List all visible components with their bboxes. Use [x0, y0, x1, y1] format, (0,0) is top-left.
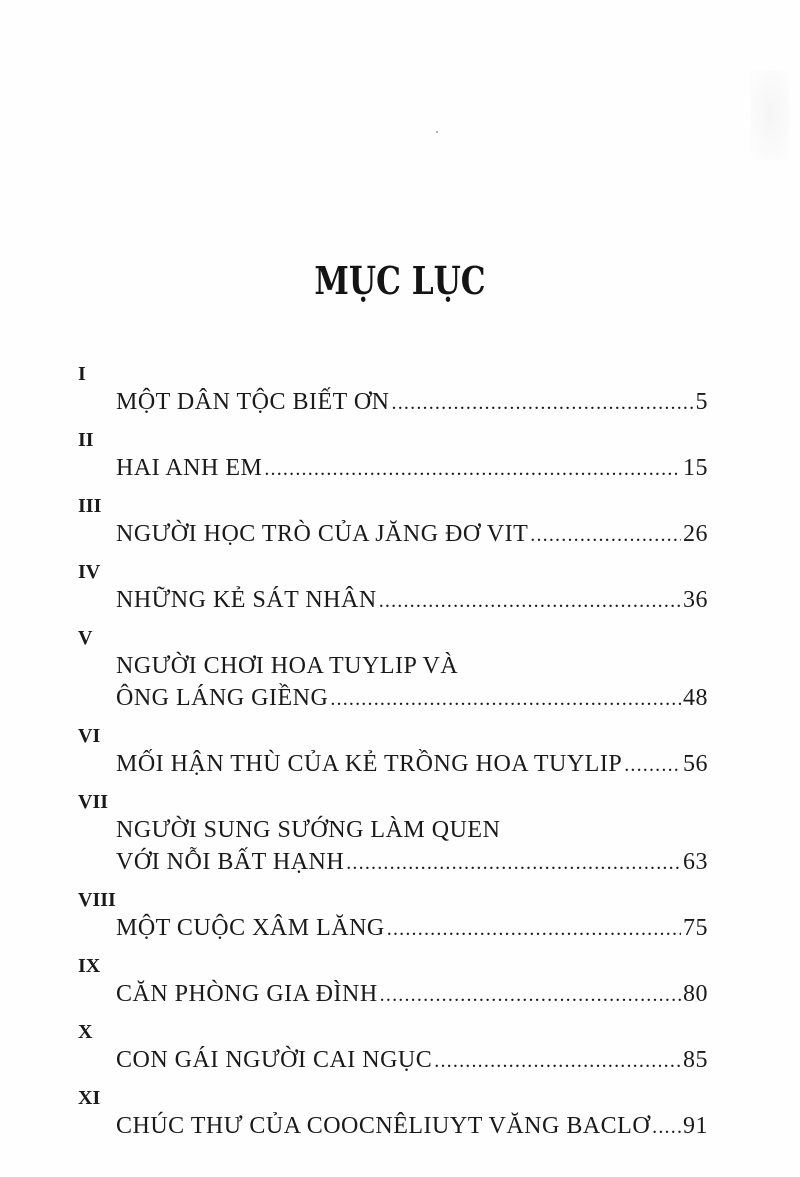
toc-entry[interactable] [78, 724, 708, 780]
chapter-title-line [116, 452, 708, 484]
chapter-title: MỐI HẬN THÙ CỦA KẺ TRỒNG HOA TUYLIP [116, 751, 623, 777]
toc-entry[interactable] [78, 626, 708, 714]
chapter-numeral: IX [78, 955, 101, 977]
page-number: 56 [683, 751, 708, 777]
chapter-numeral: XI [78, 1087, 101, 1109]
toc-entry[interactable] [78, 954, 708, 1010]
bleed-through-mark [750, 70, 790, 160]
dot-leader [379, 585, 681, 617]
dot-leader [330, 683, 681, 715]
chapter-numeral: III [78, 495, 102, 517]
chapter-title-line [116, 1044, 708, 1076]
dot-leader [346, 847, 681, 879]
page-number: 48 [683, 685, 708, 711]
chapter-title-line [116, 846, 708, 878]
chapter-numeral: VIII [78, 889, 116, 911]
chapter-title-continued: ÔNG LÁNG GIỀNG [116, 685, 329, 711]
page-title: MỤC LỤC [314, 258, 486, 303]
page-number: 91 [683, 1113, 708, 1139]
page-number: 15 [683, 455, 708, 481]
chapter-title-continued: VỚI NỖI BẤT HẠNH [116, 849, 345, 875]
chapter-numeral: VI [78, 725, 101, 747]
toc-entry[interactable] [78, 560, 708, 616]
chapter-title: CON GÁI NGƯỜI CAI NGỤC [116, 1047, 433, 1073]
chapter-numeral: V [78, 627, 93, 649]
chapter-title: MỘT DÂN TỘC BIẾT ƠN [116, 389, 390, 415]
chapter-title-line [116, 1110, 708, 1142]
chapter-title: NGƯỜI HỌC TRÒ CỦA JĂNG ĐƠ VIT [116, 521, 529, 547]
dot-leader [652, 1111, 681, 1143]
chapter-title: CĂN PHÒNG GIA ĐÌNH [116, 981, 378, 1007]
table-of-contents [78, 362, 708, 1142]
chapter-numeral: II [78, 429, 94, 451]
dot-leader [392, 387, 694, 419]
toc-entry[interactable] [78, 494, 708, 550]
chapter-title: CHÚC THƯ CỦA COOCNÊLIUYT VĂNG BACLƠ [116, 1113, 651, 1139]
chapter-title: NGƯỜI CHƠI HOA TUYLIP VÀ [116, 653, 459, 679]
toc-entry[interactable] [78, 362, 708, 418]
chapter-title: NGƯỜI SUNG SƯỚNG LÀM QUEN [116, 817, 501, 843]
dot-leader [264, 453, 681, 485]
toc-entry[interactable] [78, 1086, 708, 1142]
chapter-title: HAI ANH EM [116, 455, 263, 481]
page-number: 63 [683, 849, 708, 875]
page-number: 5 [695, 389, 708, 415]
chapter-title-line [116, 650, 708, 682]
toc-entry[interactable] [78, 888, 708, 944]
chapter-title-line [116, 386, 708, 418]
chapter-numeral: X [78, 1021, 93, 1043]
chapter-numeral: VII [78, 791, 109, 813]
chapter-numeral: IV [78, 561, 101, 583]
dot-leader [387, 913, 681, 945]
dot-leader [624, 749, 681, 781]
toc-entry[interactable] [78, 428, 708, 484]
page-number: 85 [683, 1047, 708, 1073]
chapter-title: MỘT CUỘC XÂM LĂNG [116, 915, 385, 941]
chapter-title-line [116, 748, 708, 780]
toc-entry[interactable] [78, 1020, 708, 1076]
dot-leader [380, 979, 681, 1011]
page-number: 80 [683, 981, 708, 1007]
chapter-title-line [116, 912, 708, 944]
ink-speck [436, 131, 438, 133]
page-number: 26 [683, 521, 708, 547]
dot-leader [434, 1045, 681, 1077]
chapter-title-line [116, 584, 708, 616]
chapter-title-line [116, 978, 708, 1010]
chapter-title-line [116, 518, 708, 550]
chapter-title-line [116, 814, 708, 846]
page-number: 75 [683, 915, 708, 941]
chapter-numeral: I [78, 363, 86, 385]
chapter-title: NHỮNG KẺ SÁT NHÂN [116, 587, 377, 613]
dot-leader [530, 519, 681, 551]
toc-entry[interactable] [78, 790, 708, 878]
chapter-title-line [116, 682, 708, 714]
page-number: 36 [683, 587, 708, 613]
